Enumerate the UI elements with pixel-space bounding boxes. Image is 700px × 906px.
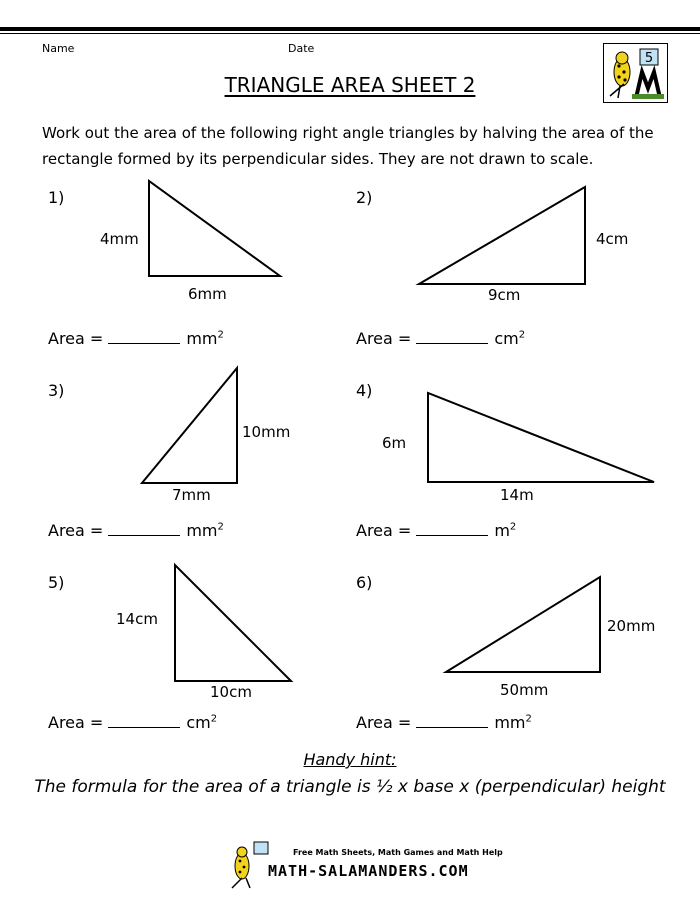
question-3-area: Area = $mm^2$: [48, 521, 224, 540]
grade-badge: 5: [644, 51, 654, 66]
instructions: Work out the area of the following right angle triangles by halving the area of the rectangle formed by its perpendicular sides. They are not drawn to scale.: [42, 124, 654, 168]
question-6-area: Area = $mm^2$: [356, 713, 532, 732]
hint-title: Handy hint:: [303, 750, 397, 769]
triangle-3: [142, 368, 237, 483]
question-5-area: Area = $cm^2$: [48, 713, 218, 732]
question-2-answer-blank[interactable]: [416, 329, 488, 344]
question-5-number: 5): [48, 573, 65, 592]
question-1-base: 6mm: [188, 285, 227, 303]
question-3-number: 3): [48, 381, 65, 400]
page-title: TRIANGLE AREA SHEET 2: [224, 73, 476, 97]
triangle-6: [446, 577, 600, 672]
footer-tagline: Free Math Sheets, Math Games and Math Help: [293, 848, 503, 857]
question-5-height: 14cm: [116, 610, 158, 628]
name-label: Name: [42, 42, 75, 55]
question-3-height: 10mm: [242, 423, 291, 441]
triangle-1: [149, 181, 280, 276]
question-1-area: Area = $mm^2$: [48, 329, 224, 348]
triangle-5: [175, 565, 291, 681]
hint-text: The formula for the area of a triangle is ½ x base x (perpendicular) height: [34, 777, 666, 797]
question-4-height: 6m: [382, 434, 407, 452]
triangle-4: [428, 393, 654, 482]
date-label: Date: [288, 42, 315, 55]
question-4-base: 14m: [500, 486, 534, 504]
question-4-area: Area = $m^2$: [356, 521, 517, 540]
question-3-base: 7mm: [172, 486, 211, 504]
question-2-number: 2): [356, 188, 373, 207]
question-2-height: 4cm: [596, 230, 629, 248]
question-6-answer-blank[interactable]: [416, 713, 488, 728]
question-6-base: 50mm: [500, 681, 549, 699]
question-6-number: 6): [356, 573, 373, 592]
question-5-base: 10cm: [210, 683, 252, 701]
question-1-answer-blank[interactable]: [108, 329, 180, 344]
question-6-height: 20mm: [607, 617, 656, 635]
footer-site-link[interactable]: MATH-SALAMANDERS.COM: [268, 862, 469, 880]
question-2-area: Area = $cm^2$: [356, 329, 526, 348]
question-1-number: 1): [48, 188, 65, 207]
question-3-answer-blank[interactable]: [108, 521, 180, 536]
question-4-answer-blank[interactable]: [416, 521, 488, 536]
triangle-2: [419, 187, 585, 284]
question-5-answer-blank[interactable]: [108, 713, 180, 728]
salamander-footer-logo-icon: [228, 840, 273, 890]
question-2-base: 9cm: [488, 286, 521, 304]
question-1-height: 4mm: [100, 230, 139, 248]
question-4-number: 4): [356, 381, 373, 400]
